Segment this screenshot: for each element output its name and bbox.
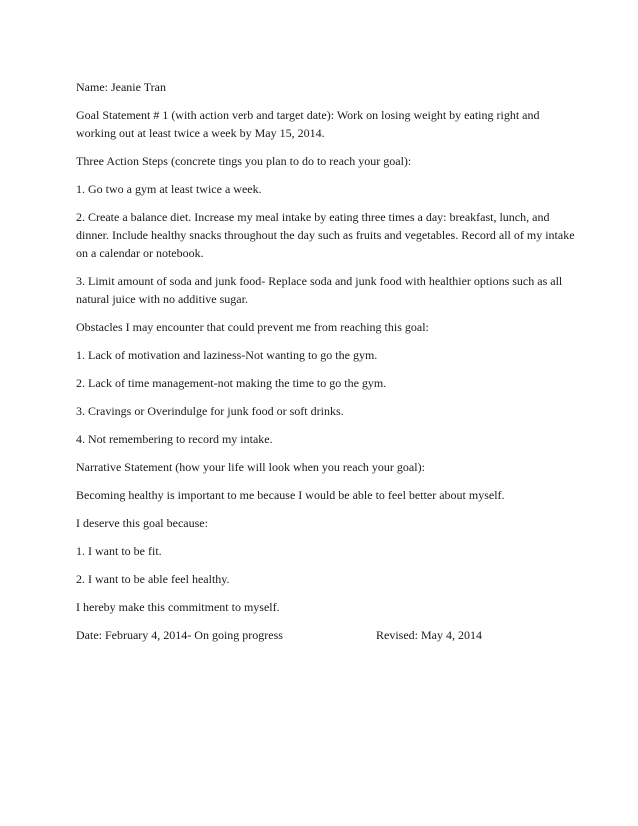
reason-item: 1. I want to be fit.	[76, 544, 162, 558]
narrative-heading: Narrative Statement (how your life will look when you reach your goal):	[76, 460, 425, 474]
action-step: 1. Go two a gym at least twice a week.	[76, 182, 262, 196]
action-step: 3. Limit amount of soda and junk food- Replace soda and junk food with healthier options such as all natural juice with no additive sugar.	[76, 274, 563, 306]
action-step: 2. Create a balance diet. Increase my meal intake by eating three times a day: breakfast, lunch, and dinner. Include healthy snacks throughout the day such as fruits and vegetables. Record all of my intake on a calendar or notebook.	[76, 210, 575, 260]
revised-text: Revised: May 4, 2014	[376, 628, 482, 642]
date-line	[76, 626, 576, 644]
obstacle-item: 3. Cravings or Overindulge for junk food or soft drinks.	[76, 404, 344, 418]
commitment-line: I hereby make this commitment to myself.	[76, 600, 280, 614]
goal-statement: Goal Statement # 1 (with action verb and target date): Work on losing weight by eating right and working out at least twice a week by May 15, 2014.	[76, 108, 540, 140]
obstacles-heading: Obstacles I may encounter that could prevent me from reaching this goal:	[76, 320, 429, 334]
reason-item: 2. I want to be able feel healthy.	[76, 572, 230, 586]
obstacle-item: 1. Lack of motivation and laziness-Not wanting to go the gym.	[76, 348, 378, 362]
narrative-statement: Becoming healthy is important to me because I would be able to feel better about myself.	[76, 488, 505, 502]
date-text: Date: February 4, 2014- On going progress	[76, 628, 283, 642]
document-body	[76, 78, 576, 644]
deserve-heading: I deserve this goal because:	[76, 516, 208, 530]
obstacle-item: 4. Not remembering to record my intake.	[76, 432, 273, 446]
name-line: Name: Jeanie Tran	[76, 80, 166, 94]
obstacle-item: 2. Lack of time management-not making the time to go the gym.	[76, 376, 387, 390]
action-steps-heading: Three Action Steps (concrete tings you plan to do to reach your goal):	[76, 154, 412, 168]
